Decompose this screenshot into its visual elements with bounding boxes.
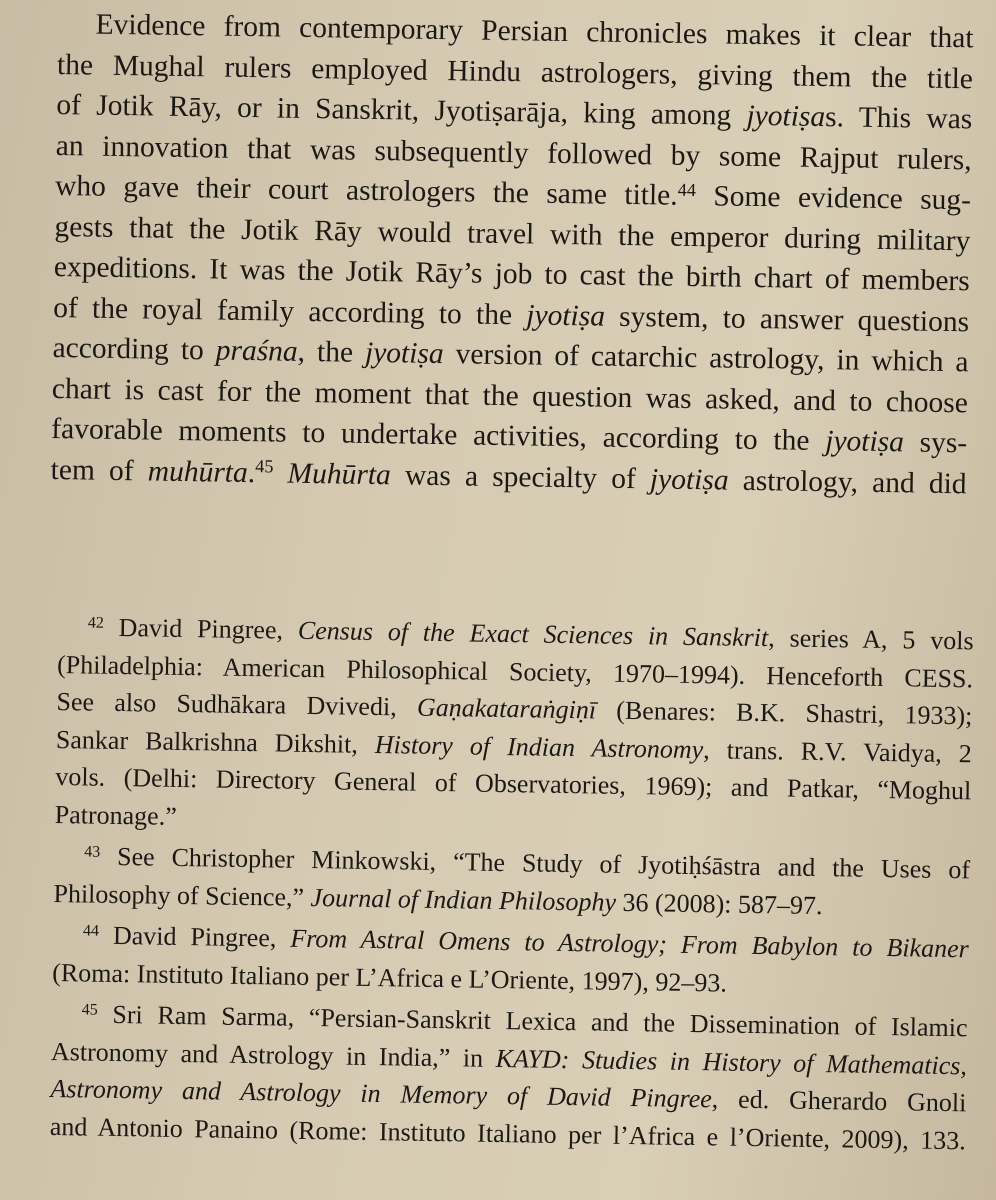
text-line: who gave their court astrologers the same title.$^{44}$ Some evidence sug- xyxy=(54,169,972,217)
text-line: tem of muhūrta.$^{45}$ Muhūrta was a specialty of jyotiṣa astrology, and did xyxy=(50,453,967,500)
text-line: the Mughal rulers employed Hindu astrologers, giving them the title xyxy=(56,48,974,95)
footnotes-block xyxy=(50,608,974,1159)
text-line: gests that the Jotik Rāy would travel with the emperor during military xyxy=(54,210,971,257)
footnote-45: $^{45}$ Sri Ram Sarma, “Persian-Sanskrit Lexica and the Dissemination of Islamic Astronomy and Astrology in India,” in KAYD: Studies in History of Mathematics, Astronomy and Astrology in Memory of David Pingree, ed. Gherardo Gnoli and Antonio Panaino (Rome: Instituto Italiano per l’Africa e l’Oriente, 2009), 133. xyxy=(49,999,968,1155)
footnote-42: $^{42}$ David Pingree, Census of the Exact Sciences in Sanskrit, series A, 5 vols (Philadelphia: American Philosophical Society, 1970–1994). Henceforth CESS. See also Sudhākara Dvivedi, Gaṇakataraṅgiṇī (Benares: B.K. Shastri, 1933); Sankar Balkrishna Dikshit, History of Indian Astronomy, trans. R.V. Vaidya, 2 vols. (Delhi: Directory General of Observatories, 1969); and Patkar, “Moghul Patronage.” xyxy=(54,612,974,831)
footnote-number: 45 xyxy=(81,1001,98,1019)
footnote-number: 44 xyxy=(82,922,100,940)
text-line: favorable moments to undertake activities, according to the jyotiṣa sys- xyxy=(51,412,968,460)
footnote-44: $^{44}$ David Pingree, From Astral Omens to Astrology; From Babylon to Bikaner (Roma: Instituto Italiano per L’Africa e L’Oriente, 1997), 92–93. xyxy=(52,920,970,998)
text-line: according to praśna, the jyotiṣa version of catarchic astrology, in which a xyxy=(52,331,969,379)
footnote-43: $^{43}$ See Christopher Minkowski, “The Study of Jyotiḥśāstra and the Uses of Philosophy of Science,” Journal of Indian Philosophy 36 (2008): 587–97. xyxy=(53,841,971,920)
footnote-ref-44: 44 xyxy=(677,179,697,200)
footnote-ref-45: 45 xyxy=(255,456,274,477)
footnote-number: 42 xyxy=(87,614,105,632)
text-line: expeditions. It was the Jotik Rāy’s job to cast the birth chart of members xyxy=(53,250,971,298)
main-text-block xyxy=(50,4,974,504)
text-line: of Jotik Rāy, or in Sanskrit, Jyotiṣarāja, king among jyotiṣas. This was xyxy=(56,88,973,136)
text-line: of the royal family according to the jyotiṣa system, to answer questions xyxy=(52,291,970,338)
footnote-number: 43 xyxy=(84,843,101,861)
text-line: an innovation that was subsequently followed by some Rajput rulers, xyxy=(55,129,972,176)
text-line: chart is cast for the moment that the question was asked, and to choose xyxy=(51,372,969,419)
text-line: Evidence from contemporary Persian chronicles makes it clear that xyxy=(95,8,974,55)
